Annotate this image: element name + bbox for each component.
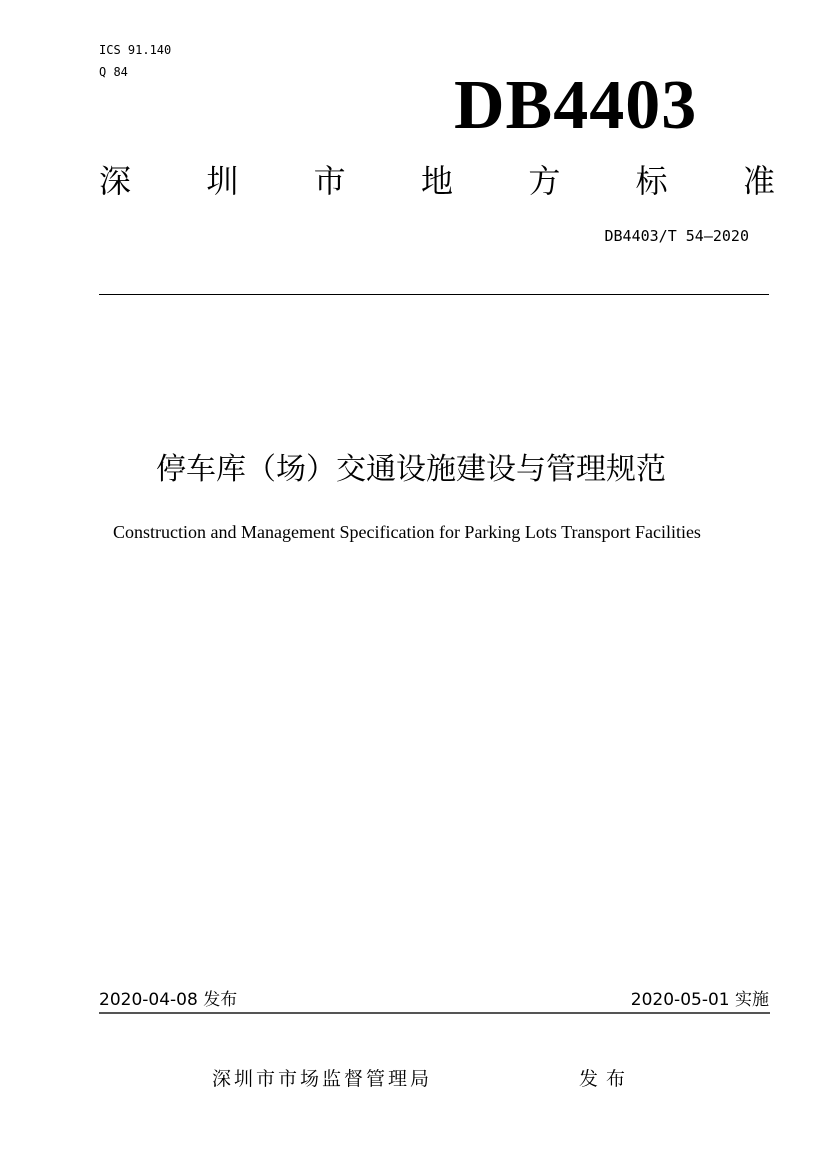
footer-divider [99, 1012, 770, 1014]
classification-code: Q 84 [99, 65, 128, 79]
issue-label: 发布 [579, 1068, 634, 1090]
implementation-date: 2020-05-01 实施 [630, 990, 769, 1010]
category-char: 市 [313, 162, 346, 200]
standard-category [99, 160, 775, 202]
category-char: 深 [99, 162, 132, 200]
standard-number: DB4403/T 54—2020 [604, 227, 749, 245]
standard-mark: DB4403 [454, 67, 698, 144]
category-char: 标 [635, 162, 668, 200]
document-title-english: Construction and Management Specification for Parking Lots Transport Facilities [113, 522, 701, 542]
issuing-authority: 深圳市市场监督管理局 [212, 1068, 433, 1090]
ics-code: ICS 91.140 [99, 43, 172, 57]
category-char: 方 [528, 162, 561, 200]
category-char: 准 [742, 162, 775, 200]
category-char: 地 [420, 162, 453, 200]
issue-date: 2020-04-08 发布 [99, 990, 238, 1010]
header-divider [99, 294, 769, 295]
document-title-chinese: 停车库（场）交通设施建设与管理规范 [156, 452, 666, 487]
category-char: 圳 [206, 162, 239, 200]
